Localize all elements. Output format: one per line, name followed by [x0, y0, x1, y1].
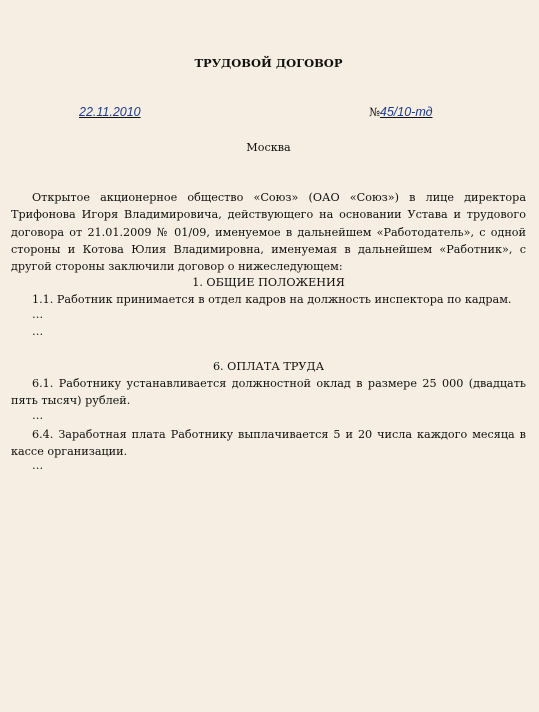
- contract-date: 22.11.2010: [79, 105, 141, 119]
- ellipsis: …: [32, 459, 44, 472]
- clause-1-1: 1.1. Работник принимается в отдел кадров на должность инспектора по кадрам.: [32, 293, 512, 306]
- number-sign: №: [369, 105, 380, 119]
- ellipsis: …: [32, 409, 44, 422]
- section-1-heading: 1. ОБЩИЕ ПОЛОЖЕНИЯ: [192, 276, 345, 289]
- ellipsis: …: [32, 308, 44, 321]
- clause-6-1: 6.1. Работнику устанавливается должностной оклад в размере 25 000 (двадцать пять тысяч) рублей.: [11, 377, 526, 407]
- contract-number-block: [369, 105, 433, 119]
- section-6-heading: 6. ОПЛАТА ТРУДА: [212, 360, 325, 373]
- ellipsis: …: [32, 325, 44, 338]
- clause-6-4: 6.4. Заработная плата Работнику выплачивается 5 и 20 числа каждого месяца в кассе организации.: [11, 428, 526, 458]
- intro-paragraph: Открытое акционерное общество «Союз» (ОАО «Союз») в лице директора Трифонова Игоря Владимировича, действующего на основании Устава и трудового договора от 21.01.2009 № 01/09, именуемое в дальнейшем «Работодатель», с одной стороны и Котова Юлия Владимировна, именуемая в дальнейшем «Работник», с другой стороны заключили договор о нижеследующем:: [11, 191, 526, 274]
- document-title: ТРУДОВОЙ ДОГОВОР: [194, 56, 343, 70]
- contract-number: 45/10-тд: [379, 105, 433, 119]
- contract-city: Москва: [246, 141, 291, 154]
